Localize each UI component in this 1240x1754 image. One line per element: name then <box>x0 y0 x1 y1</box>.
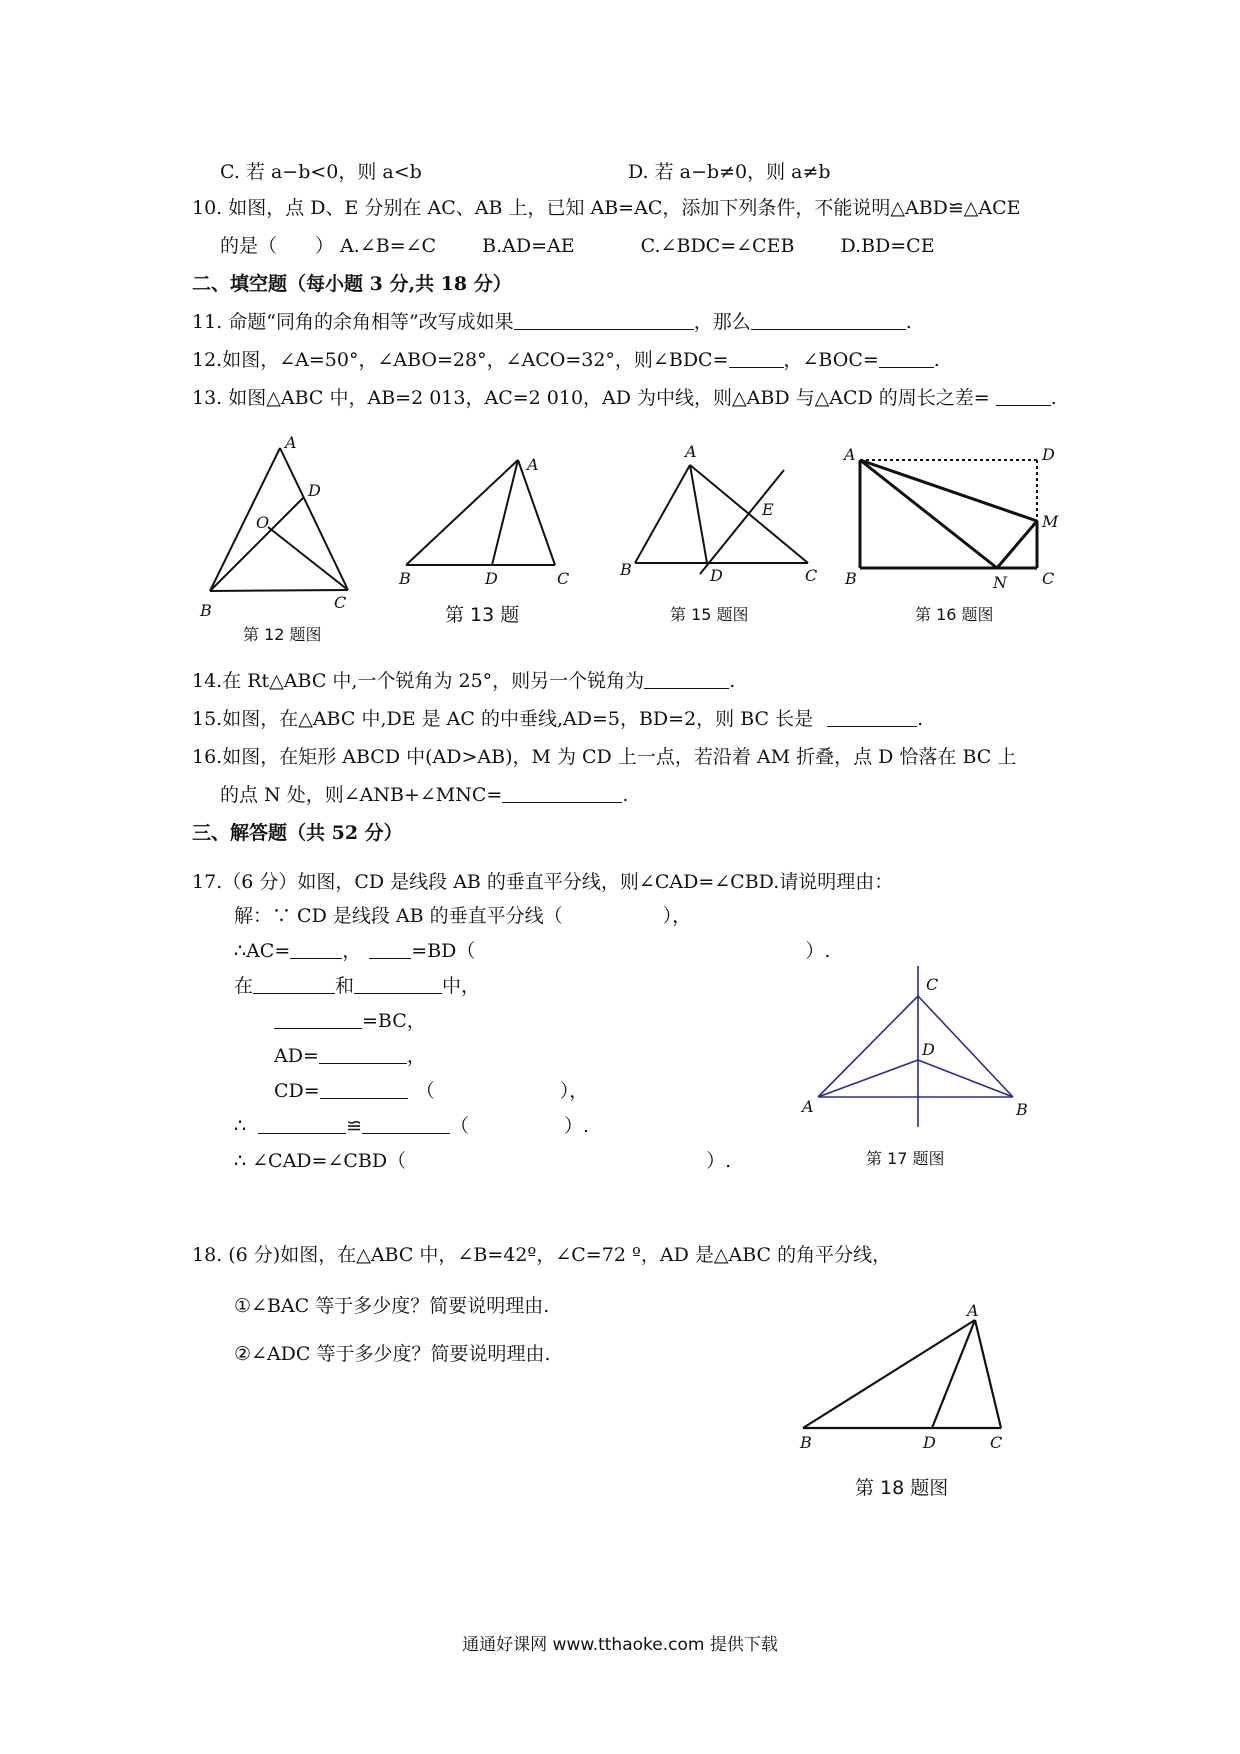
fig12-label-c: C <box>334 593 347 612</box>
fig16-label-b: B <box>845 569 857 588</box>
caption-fig15: 第 15 题图 <box>670 605 749 624</box>
fig13-label-d: D <box>485 569 498 588</box>
fig18-label-b: B <box>800 1433 812 1452</box>
fig13-label-b: B <box>399 569 411 588</box>
q12-text-b: ，∠BOC= <box>783 349 879 371</box>
fig16-label-a: A <box>844 445 856 464</box>
q17-l7-text-a: ∴ <box>234 1115 247 1137</box>
caption-fig13: 第 13 题 <box>445 604 520 626</box>
fig18-label-d: D <box>923 1433 936 1452</box>
q10-option-d: D.BD=CE <box>840 235 935 257</box>
q9-option-d: D. 若 a−b≠0，则 a≠b <box>628 161 831 183</box>
fig12-label-d: D <box>308 481 321 500</box>
q18-part1: ①∠BAC 等于多少度？简要说明理由. <box>234 1295 550 1317</box>
q15-text-c: . <box>917 708 924 730</box>
q16-text-a: 的点 N 处，则∠ANB+∠MNC= <box>220 784 503 806</box>
q15-text-a: 15.如图，在△ABC 中,DE 是 AC 的中垂线,AD=5，BD=2，则 BC 长是 <box>192 708 814 730</box>
fig15-label-a: A <box>685 442 697 461</box>
q10-prefix: 的是（ ） <box>220 235 335 257</box>
fig15-label-c: C <box>805 566 818 585</box>
fig12-label-a: A <box>285 433 297 452</box>
fig16-label-n: N <box>993 573 1007 592</box>
q16-line1: 16.如图，在矩形 ABCD 中(AD>AB)，M 为 CD 上一点，若沿着 AM 折叠，点 D 恰落在 BC 上 <box>192 746 1017 768</box>
fig18-label-c: C <box>990 1433 1003 1452</box>
fig18-side-ab <box>803 1320 975 1428</box>
q17-l1-text-b: ）， <box>662 905 692 927</box>
q13-text-a: 13. 如图△ABC 中，AB=2 013，AC=2 010，AD 为中线，则△ABD 与△ACD 的周长之差= <box>192 387 990 409</box>
q17-l2-text-c: =BD（ <box>411 940 476 962</box>
fig15-label-e: E <box>762 500 774 519</box>
footer: 通通好课网 www.tthaoke.com 提供下载 <box>462 1635 778 1655</box>
q14-text-a: 14.在 Rt△ABC 中,一个锐角为 25°，则另一个锐角为 <box>192 670 645 692</box>
q17-l5-text-b: ， <box>406 1045 426 1067</box>
caption-fig16: 第 16 题图 <box>915 605 994 624</box>
fig15-label-d: D <box>710 566 723 585</box>
caption-fig17: 第 17 题图 <box>866 1149 945 1168</box>
q17-title: 17.（6 分）如图，CD 是线段 AB 的垂直平分线，则∠CAD=∠CBD.请说明理由： <box>192 871 894 893</box>
fig16-label-c: C <box>1042 569 1055 588</box>
fig15-label-b: B <box>620 560 632 579</box>
q12-text-c: . <box>933 349 940 371</box>
q17-l3-text-c: 中， <box>442 975 481 997</box>
fig18-label-a: A <box>967 1301 979 1320</box>
caption-fig12: 第 12 题图 <box>243 625 322 644</box>
fig18-side-ac <box>975 1320 1001 1428</box>
q14-text-c: . <box>729 670 736 692</box>
fig17-label-d: D <box>922 1040 935 1059</box>
q17-l3-text-a: 在 <box>234 975 254 997</box>
q17-l2-text-d: ）. <box>805 940 831 962</box>
q18-title: 18. (6 分)如图，在△ABC 中，∠B=42º，∠C=72 º，AD 是△ABC 的角平分线， <box>192 1244 892 1266</box>
q17-l1-text-a: 解：∵ CD 是线段 AB 的垂直平分线（ <box>234 905 563 927</box>
fig13-label-c: C <box>557 569 570 588</box>
q18-part2: ②∠ADC 等于多少度？简要说明理由. <box>234 1343 551 1365</box>
q11-text-b: ，那么 <box>693 311 751 333</box>
caption-fig18: 第 18 题图 <box>855 1477 949 1499</box>
q17-l7-text-c: （ <box>450 1115 470 1137</box>
fig17-label-a: A <box>802 1097 814 1116</box>
q17-l7-text-b: ≌ <box>346 1115 363 1137</box>
fig12-label-o: O <box>256 513 270 532</box>
q17-l6-text-a: CD= <box>274 1080 320 1102</box>
q10-option-b: B.AD=AE <box>482 235 575 257</box>
fig16-label-d: D <box>1042 445 1055 464</box>
fig16-label-m: M <box>1042 512 1059 531</box>
q11-text-c: . <box>905 311 912 333</box>
q16-text-c: . <box>622 784 629 806</box>
q17-l4-text: =BC， <box>362 1010 426 1032</box>
q10-option-a: A.∠B=∠C <box>340 235 437 257</box>
q17-l8-text-a: ∴ ∠CAD=∠CBD（ <box>234 1150 407 1172</box>
q17-l2-text-a: ∴AC= <box>234 940 291 962</box>
q17-l5-text-a: AD= <box>274 1045 319 1067</box>
section3-heading: 三、解答题（共 52 分） <box>192 822 403 844</box>
q10-option-c: C.∠BDC=∠CEB <box>640 235 795 257</box>
fig17-label-c: C <box>926 975 939 994</box>
fig17-label-b: B <box>1016 1100 1028 1119</box>
section2-heading: 二、填空题（每小题 3 分,共 18 分） <box>192 273 512 295</box>
q13-text-c: . <box>1050 387 1057 409</box>
q9-option-c: C. 若 a−b<0，则 a<b <box>220 161 422 183</box>
q17-l7-text-d: ）. <box>564 1115 590 1137</box>
q11-text-a: 11. 命题“同角的余角相等”改写成如果 <box>192 311 514 333</box>
q12-text-a: 12.如图，∠A=50°，∠ABO=28°，∠ACO=32°，则∠BDC= <box>192 349 729 371</box>
q17-l8-text-b: ）. <box>706 1150 732 1172</box>
fig13-label-a: A <box>527 455 539 474</box>
q17-l6-text-c: ）， <box>559 1080 589 1102</box>
fig12-label-b: B <box>200 601 212 620</box>
q17-l2-text-b: ， <box>342 940 362 962</box>
q17-l3-text-b: 和 <box>335 975 355 997</box>
fig18-bisector-ad <box>932 1320 975 1428</box>
q17-l6-text-b: （ <box>415 1080 435 1102</box>
q10-line1: 10. 如图，点 D、E 分别在 AC、AB 上，已知 AB=AC，添加下列条件，不能说明△ABD≌△ACE <box>192 197 1021 219</box>
